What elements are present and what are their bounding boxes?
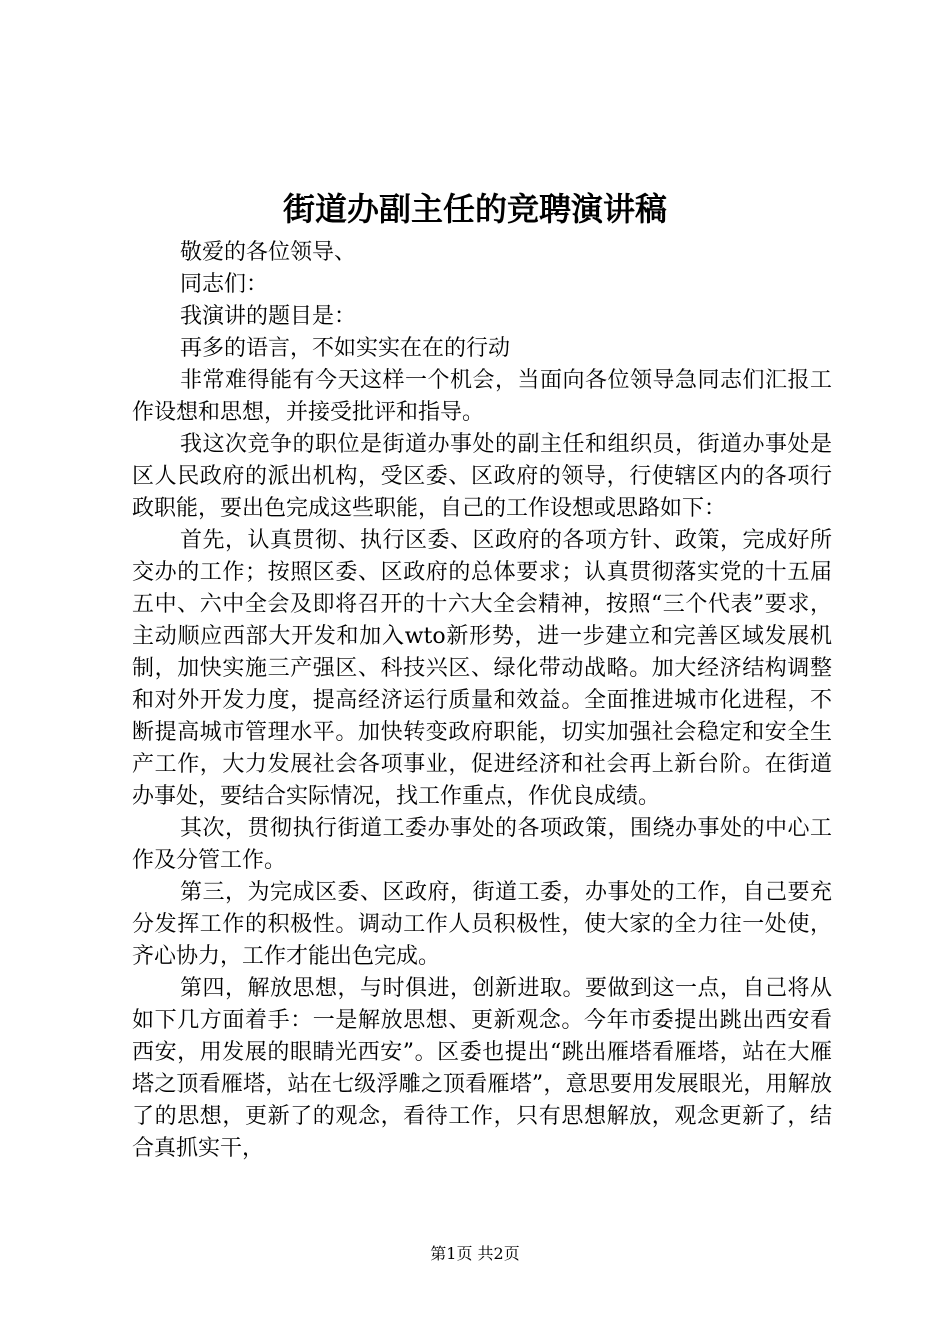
page-number-footer: 第1页 共2页 [430,1244,520,1263]
paragraph: 非常难得能有今天这样一个机会，当面向各位领导急同志们汇报工作设想和思想，并接受批评和指导。 [132,368,832,425]
paragraph: 其次，贯彻执行街道工委办事处的各项政策，围绕办事处的中心工作及分管工作。 [132,816,832,873]
paragraph: 第四，解放思想，与时俱进，创新进取。要做到这一点，自己将从如下几方面着手：一是解放思想、更新观念。今年市委提出跳出西安看西安，用发展的眼睛光西安”。区委也提出“跳出雁塔看雁塔，站在大雁塔之顶看雁塔，站在七级浮雕之顶看雁塔”，意思要用发展眼光，用解放了的思想，更新了的观念，看待工作，只有思想解放，观念更新了，结合真抓实干， [132,976,832,1161]
paragraph: 同志们： [180,272,269,297]
paragraph: 再多的语言，不如实实在在的行动 [180,336,511,361]
document-title: 街道办副主任的竞聘演讲稿 [282,190,667,228]
paragraph: 第三，为完成区委、区政府，街道工委，办事处的工作，自己要充分发挥工作的积极性。调动工作人员积极性，使大家的全力往一处使，齐心协力，工作才能出色完成。 [132,880,832,969]
paragraph: 我演讲的题目是： [180,304,357,329]
paragraph: 我这次竞争的职位是街道办事处的副主任和组织员，街道办事处是区人民政府的派出机构，受区委、区政府的领导，行使辖区内的各项行政职能，要出色完成这些职能，自己的工作设想或思路如下： [132,432,832,521]
document-body [132,237,832,1165]
paragraph: 首先，认真贯彻、执行区委、区政府的各项方针、政策，完成好所交办的工作；按照区委、区政府的总体要求；认真贯彻落实党的十五届五中、六中全会及即将召开的十六大全会精神，按照“三个代表”要求，主动顺应西部大开发和加入wto新形势，进一步建立和完善区域发展机制，加快实施三产强区、科技兴区、绿化带动战略。加大经济结构调整和对外开发力度，提高经济运行质量和效益。全面推进城市化进程，不断提高城市管理水平。加快转变政府职能，切实加强社会稳定和安全生产工作，大力发展社会各项事业，促进经济和社会再上新台阶。在街道办事处，要结合实际情况，找工作重点，作优良成绩。 [132,528,832,809]
paragraph: 敬爱的各位领导、 [180,240,357,265]
